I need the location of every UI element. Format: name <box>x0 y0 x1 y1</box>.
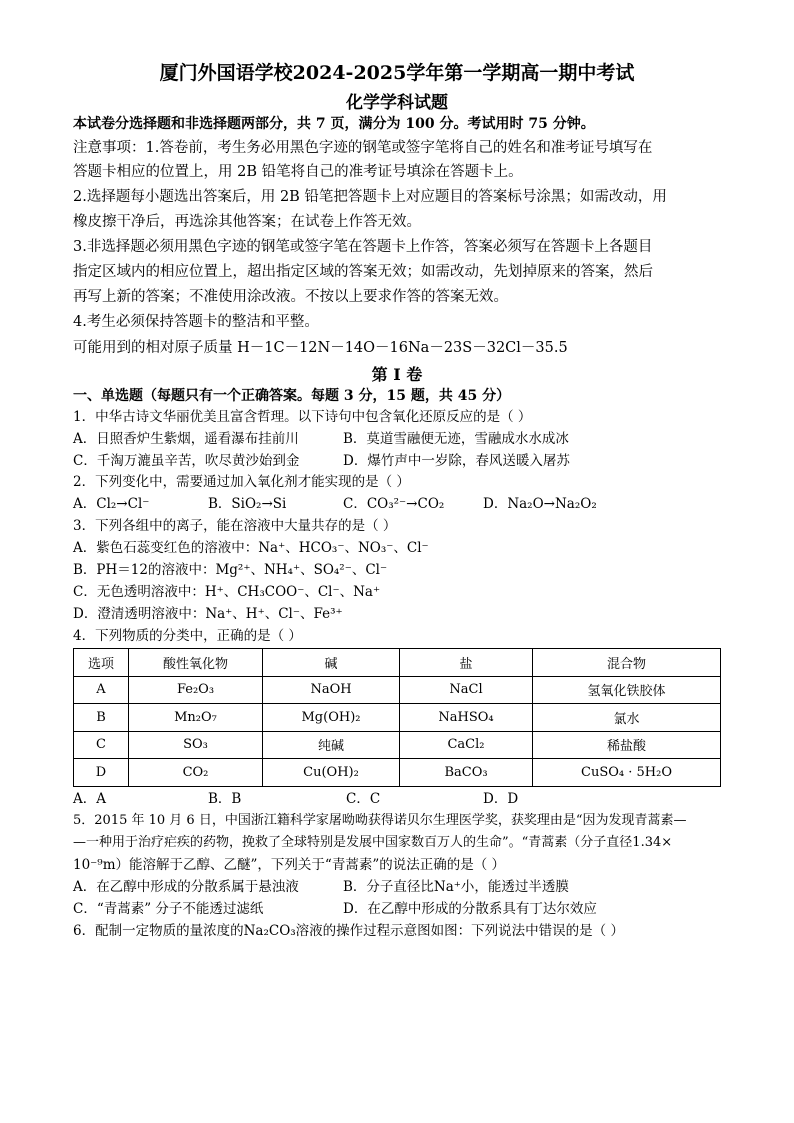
question-6-stem: 6．配制一定物质的量浓度的Na₂CO₃溶液的操作过程示意图如图：下列说法中错误的是（ ） <box>73 923 624 939</box>
table-header-cell: 盐 <box>400 649 533 677</box>
question-2-stem: 2．下列变化中，需要通过加入氧化剂才能实现的是（ ） <box>73 474 410 490</box>
notes-line-6: 指定区域内的相应位置上，超出指定区域的答案无效；如需改动，先划掉原来的答案，然后 <box>73 264 653 280</box>
notes-line-3: 2.选择题每小题选出答案后，用 2B 铅笔把答题卡上对应题目的答案标号涂黑；如需改动，用 <box>73 189 667 205</box>
classification-table <box>73 648 721 787</box>
question-1-option-c[interactable]: C．千淘万漉虽辛苦，吹尽黄沙始到金 <box>73 453 300 469</box>
table-header-cell: 混合物 <box>533 649 721 677</box>
question-5-stem-line-3: 10⁻⁹m）能溶解于乙醇、乙醚”，下列关于“青蒿素”的说法正确的是（ ） <box>73 857 506 873</box>
question-1-option-d[interactable]: D．爆竹声中一岁除，春风送暖入屠苏 <box>343 453 570 469</box>
table-cell: A <box>74 676 129 704</box>
table-row <box>74 704 721 732</box>
notes-line-2: 答题卡相应的位置上，用 2B 铅笔将自己的准考证号填涂在答题卡上。 <box>73 164 523 180</box>
exam-subtitle: 化学学科试题 <box>346 93 448 113</box>
question-3-option-c[interactable]: C．无色透明溶液中：H⁺、CH₃COO⁻、Cl⁻、Na⁺ <box>73 584 381 600</box>
question-2-option-d[interactable]: D．Na₂O→Na₂O₂ <box>483 496 597 512</box>
table-cell: CuSO₄ · 5H₂O <box>533 759 721 787</box>
exam-title: 厦门外国语学校2024-2025学年第一学期高一期中考试 <box>159 62 635 84</box>
table-cell: Mg(OH)₂ <box>263 704 400 732</box>
table-cell: Mn₂O₇ <box>129 704 263 732</box>
notes-line-7: 再写上新的答案；不准使用涂改液。不按以上要求作答的答案无效。 <box>73 289 508 305</box>
table-cell: CaCl₂ <box>400 731 533 759</box>
table-cell: B <box>74 704 129 732</box>
question-1-stem: 1．中华古诗文华丽优美且富含哲理。以下诗句中包含氧化还原反应的是（ ） <box>73 409 532 425</box>
question-1-option-a[interactable]: A．日照香炉生紫烟，遥看瀑布挂前川 <box>73 431 299 447</box>
table-cell: NaOH <box>263 676 400 704</box>
question-1-options-row-2 <box>73 450 734 472</box>
question-5-option-c[interactable]: C．“青蒿素” 分子不能透过滤纸 <box>73 901 264 917</box>
notes-line-8: 4.考生必须保持答题卡的整洁和平整。 <box>73 314 319 330</box>
notes-line-4: 橡皮擦干净后，再选涂其他答案；在试卷上作答无效。 <box>73 214 421 230</box>
table-header-row <box>74 649 721 677</box>
table-cell: 稀盐酸 <box>533 731 721 759</box>
table-cell: Cu(OH)₂ <box>263 759 400 787</box>
notes-line-1: 注意事项：1.答卷前，考生务必用黑色字迹的钢笔或签字笔将自己的姓名和准考证号填写在 <box>73 140 653 156</box>
exam-summary: 本试卷分选择题和非选择题两部分，共 7 页，满分为 100 分。考试用时 75 分钟。 <box>73 116 595 132</box>
question-1-option-b[interactable]: B．莫道雪融便无迹，雪融成水水成冰 <box>343 431 569 447</box>
question-1-options-row-1 <box>73 428 734 450</box>
question-3-option-d[interactable]: D．澄清透明溶液中：Na⁺、H⁺、Cl⁻、Fe³⁺ <box>73 606 343 622</box>
table-cell: NaCl <box>400 676 533 704</box>
table-cell: BaCO₃ <box>400 759 533 787</box>
table-cell: Fe₂O₃ <box>129 676 263 704</box>
table-cell: CO₂ <box>129 759 263 787</box>
question-4-stem: 4．下列物质的分类中，正确的是（ ） <box>73 628 302 644</box>
question-5-option-a[interactable]: A．在乙醇中形成的分散系属于悬浊液 <box>73 879 299 895</box>
table-cell: SO₃ <box>129 731 263 759</box>
part-heading: 一、单选题（每题只有一个正确答案。每题 3 分，15 题，共 45 分） <box>73 388 511 404</box>
table-header-cell: 碱 <box>263 649 400 677</box>
question-4-option-d[interactable]: D．D <box>483 791 519 807</box>
table-cell: C <box>74 731 129 759</box>
table-cell: D <box>74 759 129 787</box>
question-5-stem-line-1: 5．2015 年 10 月 6 日，中国浙江籍科学家屠呦呦获得诺贝尔生理医学奖，获奖理由是“因为发现青蒿素— <box>73 813 687 828</box>
question-3-stem: 3．下列各组中的离子，能在溶液中大量共存的是（ ） <box>73 518 397 534</box>
notes-line-5: 3.非选择题必须用黑色字迹的钢笔或签字笔在答题卡上作答，答案必须写在答题卡上各题目 <box>73 239 653 255</box>
question-3-option-a[interactable]: A．紫色石蕊变红色的溶液中：Na⁺、HCO₃⁻、NO₃⁻、Cl⁻ <box>73 540 429 556</box>
question-2-option-a[interactable]: A．Cl₂→Cl⁻ <box>73 496 150 512</box>
table-row <box>74 759 721 787</box>
table-cell: 纯碱 <box>263 731 400 759</box>
table-header-cell: 酸性氧化物 <box>129 649 263 677</box>
question-4-option-c[interactable]: C．C <box>346 791 381 807</box>
question-4-option-b[interactable]: B．B <box>208 791 242 807</box>
table-cell: 氯水 <box>533 704 721 732</box>
question-4-options <box>73 788 734 810</box>
question-5-options-row-2 <box>73 898 734 920</box>
question-2-option-c[interactable]: C．CO₃²⁻→CO₂ <box>343 496 445 512</box>
question-5-option-d[interactable]: D．在乙醇中形成的分散系具有丁达尔效应 <box>343 901 597 917</box>
question-5-option-b[interactable]: B．分子直径比Na⁺小，能透过半透膜 <box>343 879 569 895</box>
atomic-mass-line: 可能用到的相对原子质量 H－1C－12N－14O－16Na－23S－32Cl－35.5 <box>73 340 568 356</box>
table-cell: NaHSO₄ <box>400 704 533 732</box>
question-5-stem-line-2: —一种用于治疗疟疾的药物，挽救了全球特别是发展中国家数百万人的生命”。“青蒿素（分子直径1.34× <box>73 835 673 850</box>
table-row <box>74 676 721 704</box>
question-3-option-b[interactable]: B．PH＝12的溶液中：Mg²⁺、NH₄⁺、SO₄²⁻、Cl⁻ <box>73 562 388 578</box>
table-row <box>74 731 721 759</box>
volume-heading: 第 I 卷 <box>371 365 423 384</box>
table-cell: 氢氧化铁胶体 <box>533 676 721 704</box>
table-header-cell: 选项 <box>74 649 129 677</box>
question-5-options-row-1 <box>73 876 734 898</box>
question-4-option-a[interactable]: A．A <box>73 791 106 807</box>
question-2-option-b[interactable]: B．SiO₂→Si <box>208 496 287 512</box>
question-2-options <box>73 493 734 515</box>
